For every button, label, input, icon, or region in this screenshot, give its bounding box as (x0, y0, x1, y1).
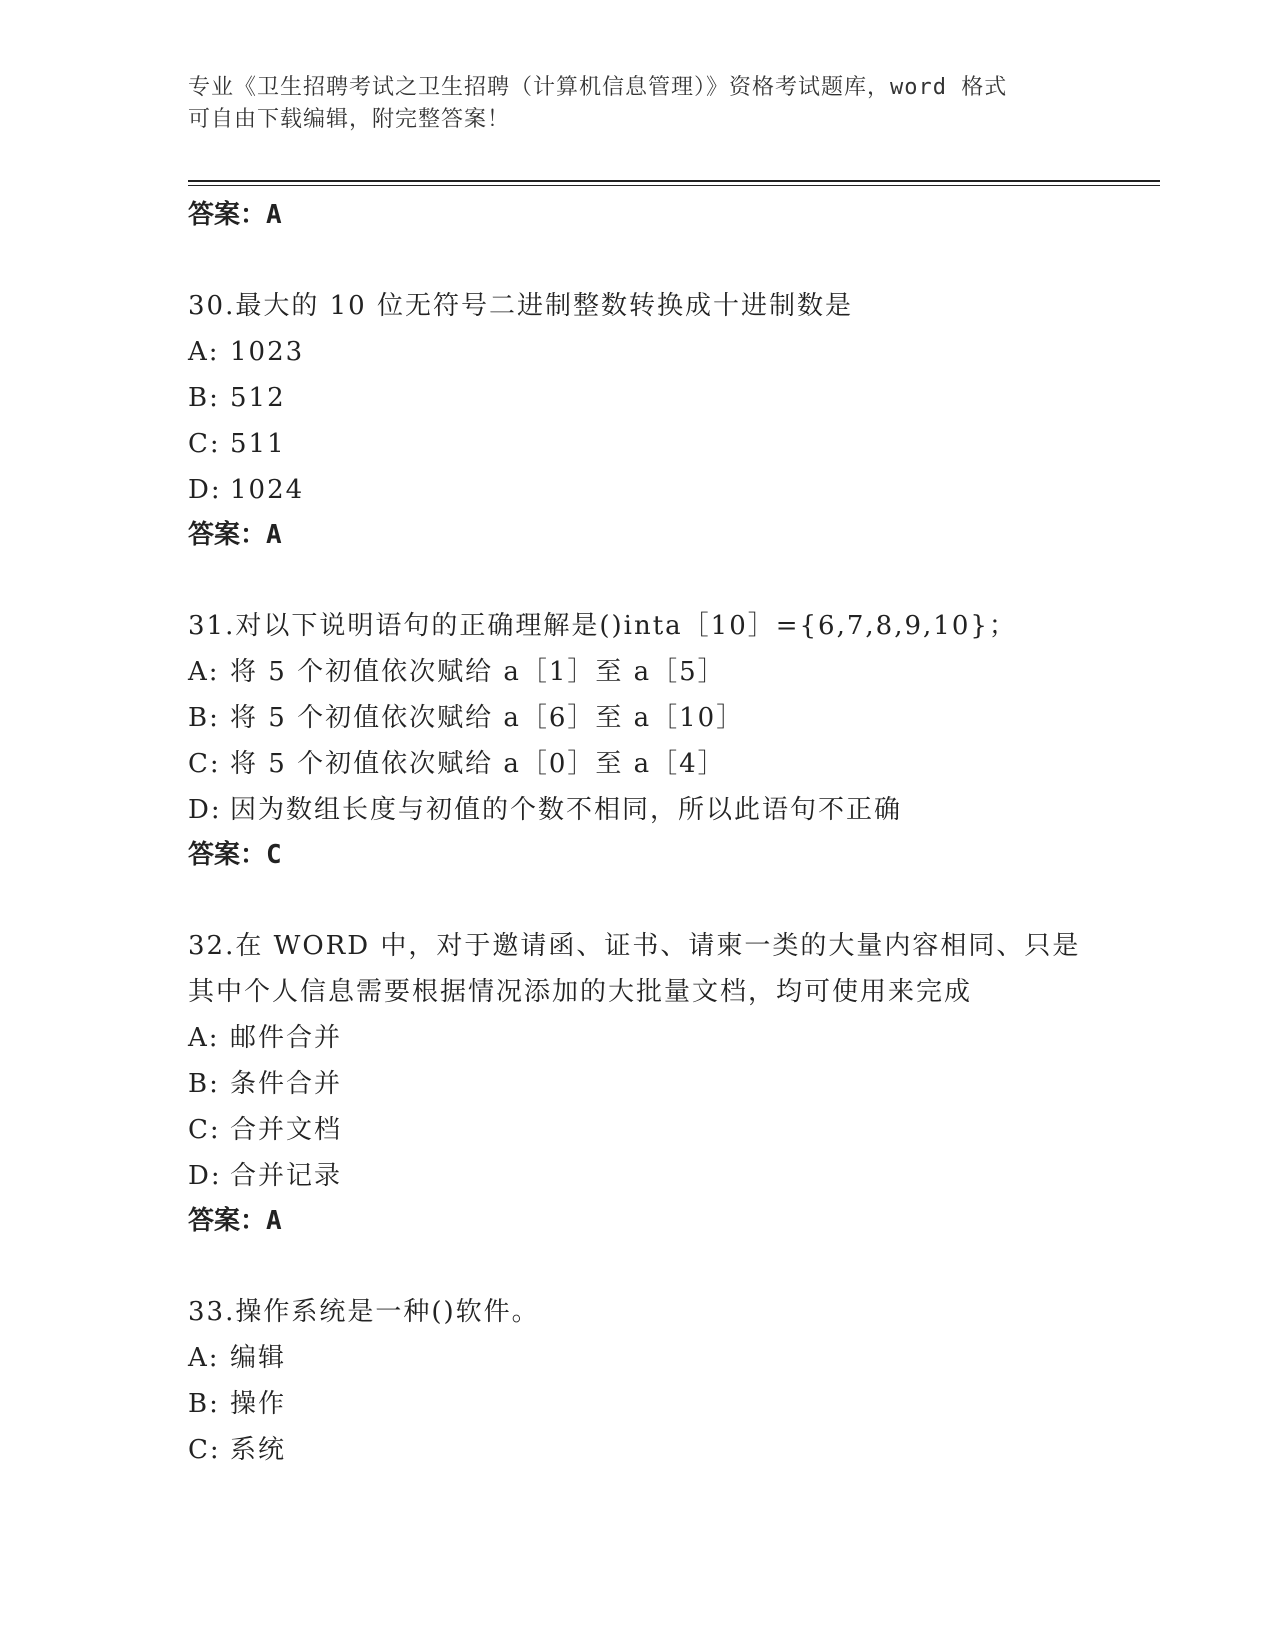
option-key: C: (188, 1115, 221, 1145)
option-d (188, 787, 1160, 833)
option-text: 因为数组长度与初值的个数不相同，所以此语句不正确 (230, 795, 903, 825)
option-text: 将 5 个初值依次赋给 a［0］至 a［4］ (230, 749, 726, 779)
option-key: A: (188, 1343, 220, 1373)
option-text: 512 (230, 383, 286, 413)
document-header (188, 72, 1088, 136)
option-key: A: (188, 337, 220, 367)
answer-line: 答案：A (188, 1206, 282, 1236)
answer-line: 答案：A (188, 520, 282, 550)
option-a (188, 1335, 1160, 1381)
option-key: D: (188, 795, 222, 825)
option-d (188, 467, 1160, 513)
question-list (188, 193, 1160, 1473)
question-33 (188, 1289, 1160, 1473)
option-a (188, 1015, 1160, 1061)
option-text: 将 5 个初值依次赋给 a［1］至 a［5］ (230, 657, 726, 687)
option-b (188, 695, 1160, 741)
answer-line: 答案：A (188, 200, 282, 230)
option-key: B: (188, 703, 220, 733)
question-30 (188, 283, 1160, 558)
option-c (188, 1427, 1160, 1473)
header-line-1: 专业《卫生招聘考试之卫生招聘（计算机信息管理）》资格考试题库，word 格式 (188, 75, 1008, 100)
header-line-2: 可自由下载编辑，附完整答案！ (188, 107, 511, 132)
option-text: 合并文档 (230, 1115, 343, 1145)
option-d (188, 1153, 1160, 1199)
header-divider-thin (188, 185, 1160, 186)
option-key: D: (188, 1161, 222, 1191)
option-text: 系统 (230, 1435, 287, 1465)
question-stem: 33.操作系统是一种()软件。 (188, 1297, 540, 1327)
option-c (188, 741, 1160, 787)
option-text: 合并记录 (230, 1161, 343, 1191)
option-text: 操作 (230, 1389, 287, 1419)
header-divider-thick (188, 180, 1160, 182)
option-key: C: (188, 749, 221, 779)
option-text: 条件合并 (230, 1069, 343, 1099)
question-stem: 其中个人信息需要根据情况添加的大批量文档，均可使用来完成 (188, 977, 973, 1007)
option-key: B: (188, 1389, 220, 1419)
option-b (188, 1381, 1160, 1427)
option-text: 1024 (230, 475, 305, 505)
question-stem: 32.在 WORD 中，对于邀请函、证书、请柬一类的大量内容相同、只是 (188, 931, 1081, 961)
option-text: 编辑 (230, 1343, 287, 1373)
option-text: 将 5 个初值依次赋给 a［6］至 a［10］ (230, 703, 745, 733)
question-31 (188, 603, 1160, 878)
option-key: B: (188, 1069, 220, 1099)
option-c (188, 421, 1160, 467)
option-key: D: (188, 475, 222, 505)
option-text: 511 (230, 429, 286, 459)
option-key: C: (188, 1435, 221, 1465)
option-key: A: (188, 657, 220, 687)
option-key: C: (188, 429, 221, 459)
answer-line: 答案：C (188, 840, 282, 870)
option-text: 邮件合并 (230, 1023, 343, 1053)
question-stem: 31.对以下说明语句的正确理解是()inta［10］={6,7,8,9,10}； (188, 611, 1017, 641)
question-32 (188, 923, 1160, 1244)
option-a (188, 329, 1160, 375)
option-key: A: (188, 1023, 220, 1053)
option-c (188, 1107, 1160, 1153)
option-b (188, 1061, 1160, 1107)
option-text: 1023 (230, 337, 305, 367)
question-stem: 30.最大的 10 位无符号二进制整数转换成十进制数是 (188, 291, 853, 321)
option-a (188, 649, 1160, 695)
option-key: B: (188, 383, 220, 413)
option-b (188, 375, 1160, 421)
